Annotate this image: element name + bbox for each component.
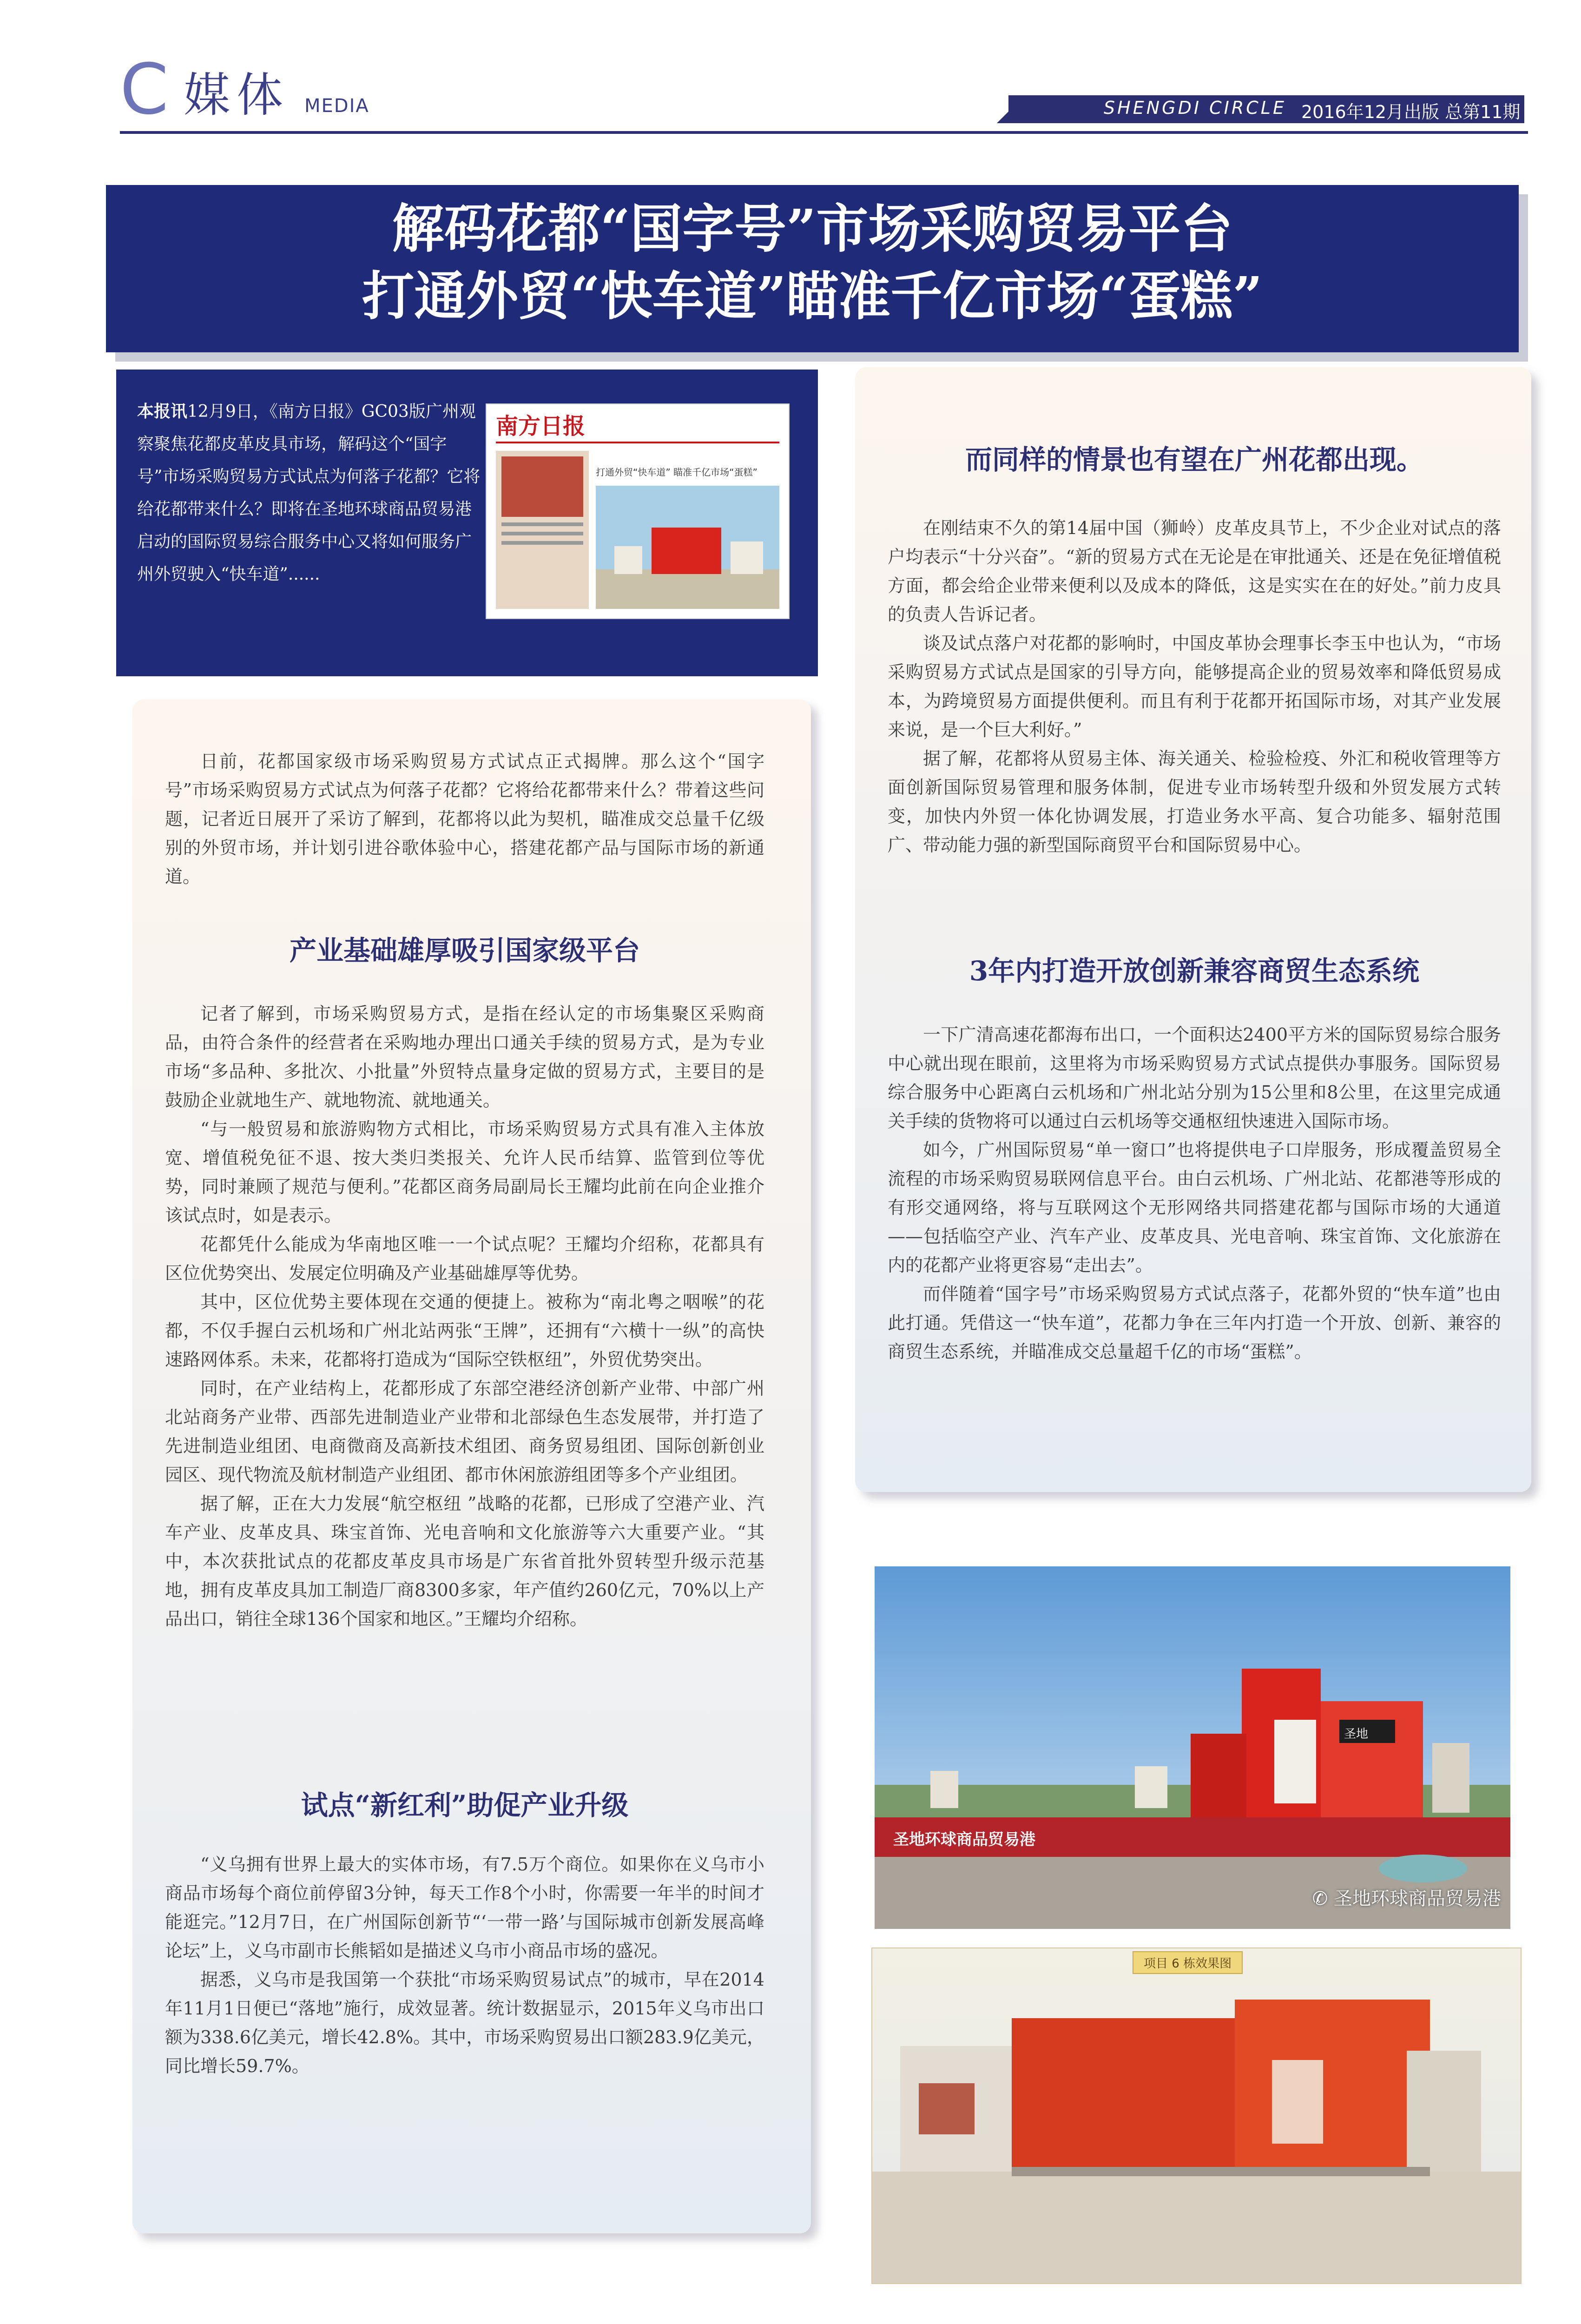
header-band-slant: [997, 95, 1025, 123]
paragraph: 一下广清高速花都海布出口，一个面积达2400平方米的国际贸易综合服务中心就出现在眼前，这里将为市场采购贸易方式试点提供办事服务。国际贸易综合服务中心距离白云机场和广州北站分别为15公里和8公里，在这里完成通关手续的货物将可以通过白云机场等交通枢纽快速进入国际市场。: [888, 1024, 1501, 1131]
rendering-image: [871, 1948, 1522, 2284]
rendering-caption: 项目 6 栋效果图: [1133, 1951, 1243, 1974]
paragraph: “与一般贸易和旅游购物方式相比，市场采购贸易方式具有准入主体放宽、增值税免征不退、按大类归类报关、允许人民币结算、监管到位等优势，同时兼顾了规范与便利。”花都区商务局副局长王耀均此前在向企业推介该试点时，如是表示。: [165, 1119, 764, 1226]
paragraph: 记者了解到，市场采购贸易方式，是指在经认定的市场集聚区采购商品，由符合条件的经营者在采购地办理出口通关手续的贸易方式，是为专业市场“多品种、多批次、小批量”外贸特点量身定做的贸易方式，主要目的是鼓励企业就地生产、就地物流、就地通关。: [165, 1004, 764, 1110]
title-line-2: 打通外贸“快车道”瞄准千亿市场“蛋糕”: [362, 266, 1263, 327]
building-photo-image: [875, 1566, 1510, 1929]
issue-info: 2016年12月出版 总第11期: [1301, 102, 1521, 122]
section-name-cn: 媒体: [184, 68, 290, 122]
thumbnail-masthead: 南方日报: [496, 413, 586, 439]
section-name-en: MEDIA: [304, 95, 369, 117]
left-lead-paragraph: [165, 747, 764, 891]
subheading-pilot-dividend: 试点“新红利”助促产业升级: [301, 1789, 629, 1821]
paragraph: 谈及试点落户对花都的影响时，中国皮革协会理事长李玉中也认为，“市场采购贸易方式试点是国家的引导方向，能够提高企业的贸易效率和降低贸易成本，为跨境贸易方面提供便利。而且有利于花都开拓国际市场，对其产业发展来说，是一个巨大利好。”: [888, 633, 1501, 740]
paragraph: 花都凭什么能成为华南地区唯一一个试点呢？王耀均介绍称，花都具有区位优势突出、发展定位明确及产业基础雄厚等优势。: [165, 1234, 764, 1283]
thumbnail-photo: [596, 486, 779, 609]
thumbnail-rule: [496, 442, 779, 443]
intro-text: [137, 395, 481, 591]
paragraph: 其中，区位优势主要体现在交通的便捷上。被称为“南北粤之咽喉”的花都，不仅手握白云机场和广州北站两张“王牌”，还拥有“六横十一纵”的高快速路网体系。未来，花都将打造成为“国际空铁枢纽”，外贸优势突出。: [165, 1292, 764, 1370]
left-section-2: [165, 1850, 764, 2080]
thumbnail-headline: 打通外贸“快车道” 瞄准千亿市场“蛋糕”: [596, 467, 758, 478]
paragraph: 据了解，花都将从贸易主体、海关通关、检验检疫、外汇和税收管理等方面创新国际贸易管理和服务体制，促进专业市场转型升级和外贸发展方式转变，加快内外贸一体化协调发展，打造业务水平高、复合功能多、辐射范围广、带动能力强的新型国际商贸平台和国际贸易中心。: [888, 748, 1501, 855]
wechat-icon: ✆: [1312, 1888, 1334, 1909]
photo-watermark: [1312, 1884, 1501, 1910]
paragraph: 如今，广州国际贸易“单一窗口”也将提供电子口岸服务，形成覆盖贸易全流程的市场采购贸易联网信息平台。由白云机场、广州北站、花都港等形成的有形交通网络，将与互联网这个无形网络共同搭建花都与国际市场的大通道——包括临空产业、汽车产业、皮革皮具、光电音响、珠宝首饰、文化旅游在内的花都产业将更容易“走出去”。: [888, 1140, 1501, 1275]
right-section-0: [888, 514, 1501, 859]
newspaper-thumbnail: [486, 403, 790, 619]
header-rule: [120, 131, 1528, 134]
thumbnail-column: [496, 451, 589, 609]
building-sign: 圣地: [1344, 1727, 1369, 1741]
paragraph: 日前，花都国家级市场采购贸易方式试点正式揭牌。那么这个“国字号”市场采购贸易方式试点为何落子花都？它将给花都带来什么？带着这些问题，记者近日展开了采访了解到，花都将以此为契机，瞄准成交总量千亿级别的外贸市场，并计划引进谷歌体验中心，搭建花都产品与国际市场的新通道。: [165, 751, 764, 887]
paragraph: 据悉，义乌市是我国第一个获批“市场采购贸易试点”的城市，早在2014年11月1日便已“落地”施行，成效显著。统计数据显示，2015年义乌市出口额为338.6亿美元，增长42.8%。其中，市场采购贸易出口额283.9亿美元，同比增长59.7%。: [165, 1969, 764, 2076]
subheading-three-years: 3年内打造开放创新兼容商贸生态系统: [969, 955, 1420, 987]
intro-lead: 本报讯: [137, 402, 188, 421]
paragraph: 在刚结束不久的第14届中国（狮岭）皮革皮具节上，不少企业对试点的落户均表示“十分兴奋”。“新的贸易方式在无论是在审批通关、还是在免征增值税方面，都会给企业带来便利以及成本的降低，这是实实在在的好处。”前力皮具的负责人告诉记者。: [888, 518, 1501, 625]
header-band-text: SHENGDI CIRCLE: [1104, 98, 1286, 118]
watermark-text: 圣地环球商品贸易港: [1334, 1888, 1501, 1909]
banner-text: 圣地环球商品贸易港: [893, 1830, 1035, 1849]
paragraph: 据了解，正在大力发展“航空枢纽 ”战略的花都，已形成了空港产业、汽车产业、皮革皮具、珠宝首饰、光电音响和文化旅游等六大重要产业。“其中，本次获批试点的花都皮革皮具市场是广东省首批外贸转型升级示范基地，拥有皮革皮具加工制造厂商8300多家，年产值约260亿元，70%以上产品出口，销往全球136个国家和地区。”王耀均介绍称。: [165, 1493, 764, 1629]
right-section-1: [888, 1020, 1501, 1366]
paragraph: “义乌拥有世界上最大的实体市场，有7.5万个商位。如果你在义乌市小商品市场每个商位前停留3分钟，每天工作8个小时，你需要一年半的时间才能逛完。”12月7日，在广州国际创新节“‘一带一路’与国际城市创新发展高峰论坛”上，义乌市副市长熊韬如是描述义乌市小商品市场的盛况。: [165, 1854, 764, 1961]
section-letter: C: [120, 49, 169, 130]
rendering-image-art: [872, 1948, 1521, 2283]
subheading-same-scene: 而同样的情景也有望在广州花都出现。: [965, 444, 1423, 475]
paragraph: 而伴随着“国字号”市场采购贸易方式试点落子，花都外贸的“快车道”也由此打通。凭借这一“快车道”，花都力争在三年内打造一个开放、创新、兼容的商贸生态系统，并瞄准成交总量超千亿的市场“蛋糕”。: [888, 1284, 1501, 1362]
left-section-1: [165, 999, 764, 1633]
title-line-1: 解码花都“国字号”市场采购贸易平台: [392, 198, 1233, 259]
building-photo: [875, 1566, 1510, 1929]
paragraph: 同时，在产业结构上，花都形成了东部空港经济创新产业带、中部广州北站商务产业带、西部先进制造业产业带和北部绿色生态发展带，并打造了先进制造业组团、电商微商及高新技术组团、商务贸易组团、国际创新创业园区、现代物流及航材制造产业组团、都市休闲旅游组团等多个产业组团。: [165, 1378, 764, 1485]
intro-body: 12月9日，《南方日报》GC03版广州观察聚焦花都皮革皮具市场，解码这个“国字号”市场采购贸易方式试点为何落子花都？它将给花都带来什么？即将在圣地环球商品贸易港启动的国际贸易综合服务中心又将如何服务广州外贸驶入“快车道”......: [137, 402, 481, 584]
subheading-industry-base: 产业基础雄厚吸引国家级平台: [289, 935, 640, 966]
